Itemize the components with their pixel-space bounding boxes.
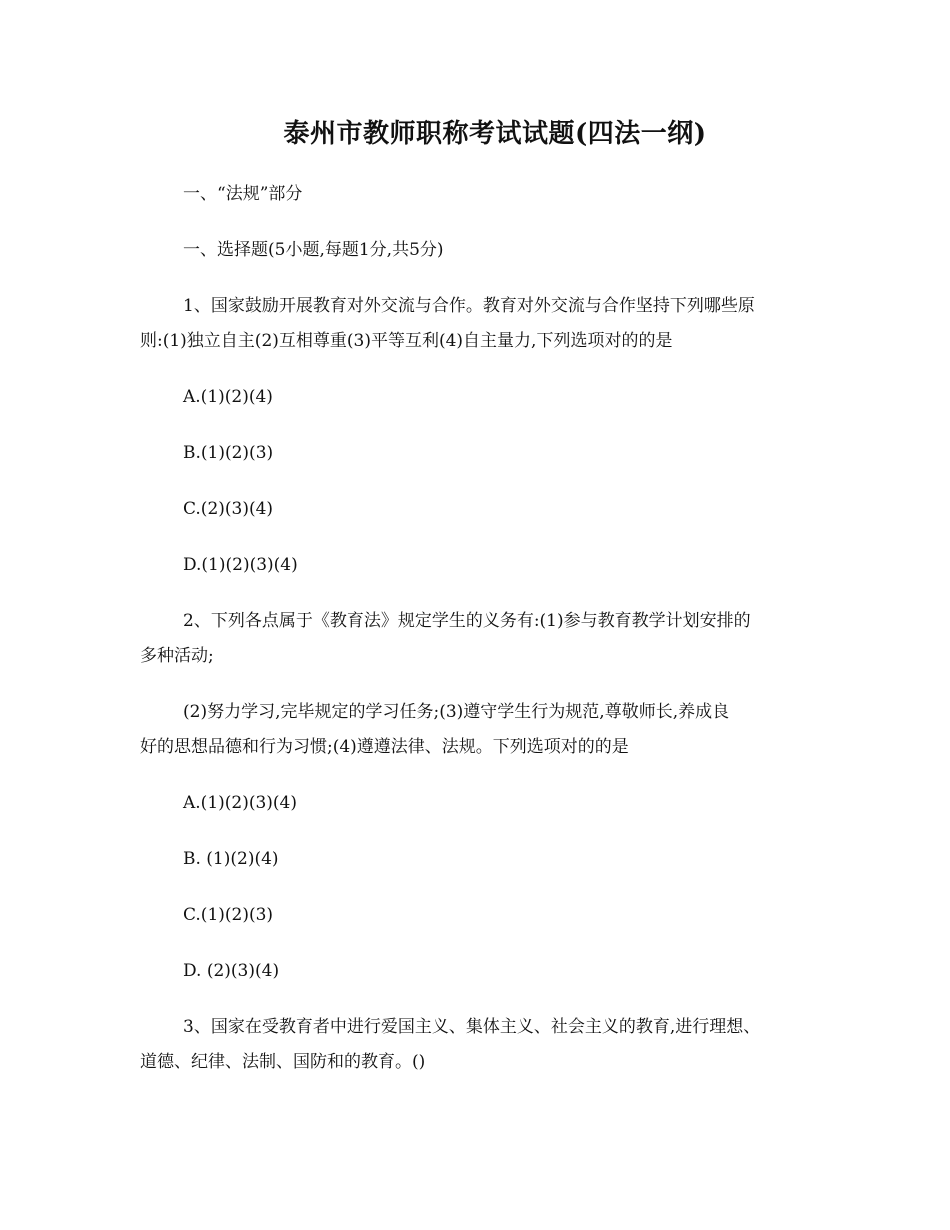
question-2-option-c: C.(1)(2)(3) [183,905,274,925]
section-heading: 一、“法规”部分 [183,184,303,204]
question-1-stem-line-2: 则:(1)独立自主(2)互相尊重(3)平等互利(4)自主量力,下列选项对的的是 [140,331,673,351]
question-1-stem-line-1: 1、国家鼓励开展教育对外交流与合作。教育对外交流与合作坚持下列哪些原 [183,296,755,316]
question-1-option-d: D.(1)(2)(3)(4) [183,555,298,575]
question-2-stem-line-4: 好的思想品德和行为习惯;(4)遵遵法律、法规。下列选项对的的是 [140,737,629,757]
question-2-option-b: B. (1)(2)(4) [183,849,279,869]
question-2-stem-line-3: (2)努力学习,完毕规定的学习任务;(3)遵守学生行为规范,尊敬师长,养成良 [183,702,730,722]
question-1-option-a: A.(1)(2)(4) [183,387,273,407]
question-2-option-a: A.(1)(2)(3)(4) [183,793,298,813]
question-3-stem-line-2: 道德、纪律、法制、国防和的教育。() [140,1052,426,1072]
question-2-option-d: D. (2)(3)(4) [183,961,280,981]
question-2-stem-line-2: 多种活动; [140,646,214,666]
question-1-option-b: B.(1)(2)(3) [183,443,274,463]
question-2-stem-line-1: 2、下列各点属于《教育法》规定学生的义务有:(1)参与教育教学计划安排的 [183,611,751,631]
question-1-option-c: C.(2)(3)(4) [183,499,274,519]
document-title: 泰州市教师职称考试试题(四法一纲) [283,119,707,149]
subsection-heading: 一、选择题(5小题,每题1分,共5分) [183,240,444,260]
question-3-stem-line-1: 3、国家在受教育者中进行爱国主义、集体主义、社会主义的教育,进行理想、 [183,1017,761,1037]
